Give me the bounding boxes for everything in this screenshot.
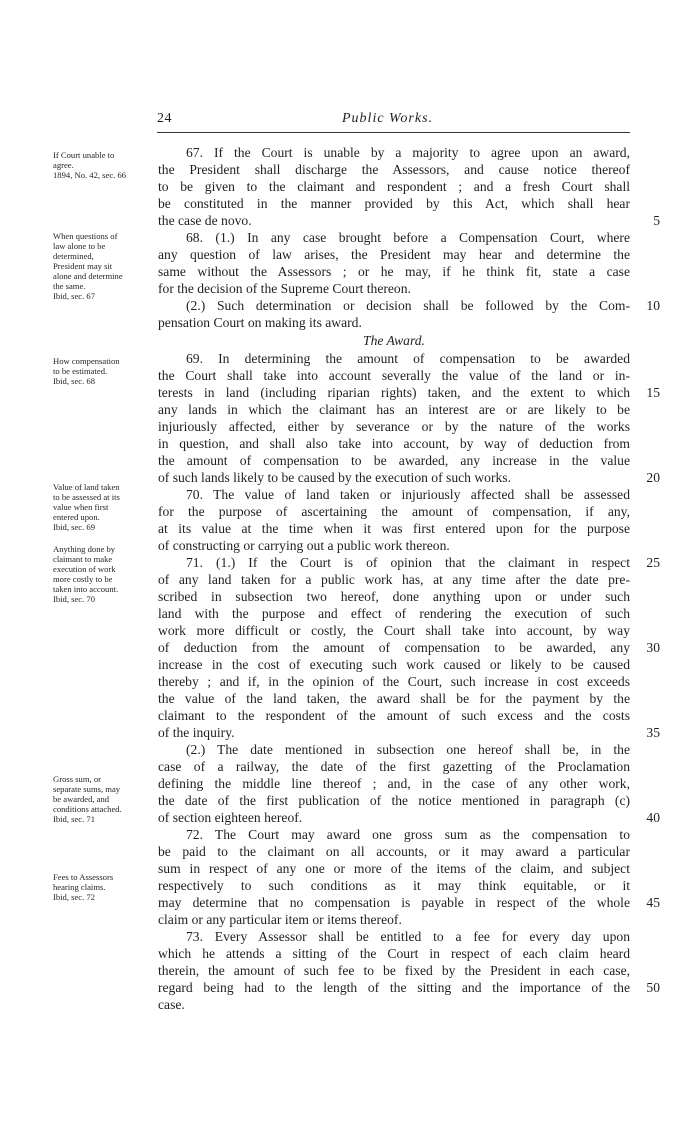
margin-note-line: How compensation: [53, 356, 120, 366]
body-line: the date of the first publication of the notice mentioned in paragraph (c): [158, 793, 630, 808]
margin-note-line: be awarded, and: [53, 794, 110, 804]
margin-note-line: to be estimated.: [53, 366, 108, 376]
body-line: of any land taken for a public work has, at any time after the date pre-: [158, 572, 630, 587]
line-number: 5: [653, 213, 660, 228]
body-line: terests in land (including riparian rights) taken, and the extent to which: [158, 385, 630, 400]
line-number: 15: [646, 385, 660, 400]
body-line: 69. In determining the amount of compensation to be awarded: [186, 351, 630, 366]
body-line: sum in respect of any one or more of the items of the claim, and subject: [158, 861, 630, 876]
body-line: regard being had to the length of the sitting and the importance of the: [158, 980, 630, 995]
body-line: of deduction from the amount of compensation to be awarded, any: [158, 640, 630, 655]
body-line: the case de novo.: [158, 213, 252, 228]
body-line: case of a railway, the date of the first gazetting of the Proclamation: [158, 759, 630, 774]
line-number: 35: [646, 725, 660, 740]
margin-note-line: Ibid, sec. 71: [53, 814, 96, 824]
body-line: of such lands likely to be caused by the execution of such works.: [158, 470, 511, 485]
body-line: respectively to such conditions as it may think equitable, or it: [158, 878, 630, 893]
margin-note-line: Anything done by: [53, 544, 116, 554]
margin-note-line: execution of work: [53, 564, 116, 574]
margin-note-line: the same.: [53, 281, 86, 291]
body-line: increase in the cost of executing such work caused or likely to be caused: [158, 657, 630, 672]
margin-note-line: President may sit: [53, 261, 113, 271]
body-line: for the purpose of ascertaining the amount of compensation, if any,: [158, 504, 630, 519]
body-line: therein, the amount of such fee to be fixed by the President in each case,: [158, 963, 630, 978]
body-line: thereby ; and if, in the opinion of the Court, such increase in cost exceeds: [158, 674, 630, 689]
margin-note-sec-73: [53, 872, 153, 902]
body-line: same without the Assessors ; or he may, if he think fit, state a case: [158, 264, 630, 279]
body-line: 67. If the Court is unable by a majority to agree upon an award,: [186, 145, 630, 160]
body-line: any lands in which the claimant has an interest are or are likely to be: [158, 402, 630, 417]
body-line: any question of law arises, the President may hear and determine the: [158, 247, 630, 262]
margin-note-line: Ibid, sec. 70: [53, 594, 96, 604]
body-line: work more difficult or costly, the Court shall take into account, by way: [158, 623, 630, 638]
body-line: 72. The Court may award one gross sum as the compensation to: [186, 827, 630, 842]
body-line: of the inquiry.: [158, 725, 235, 740]
page-number: 24: [157, 111, 172, 126]
margin-note-line: Fees to Assessors: [53, 872, 114, 882]
body-line: be paid to the claimant on all accounts, or it may award a particular: [158, 844, 630, 859]
margin-note-line: to be assessed at its: [53, 492, 120, 502]
running-title: Public Works.: [342, 111, 434, 126]
margin-note-sec-68: [53, 231, 153, 301]
body-line: (2.) Such determination or decision shall be followed by the Com-: [186, 298, 630, 313]
margin-note-line: claimant to make: [53, 554, 113, 564]
margin-note-sec-71: [53, 544, 153, 604]
body-line: (2.) The date mentioned in subsection one hereof shall be, in the: [186, 742, 630, 757]
line-number: 25: [646, 555, 660, 570]
margin-note-line: Ibid, sec. 72: [53, 892, 96, 902]
margin-note-line: Ibid, sec. 67: [53, 291, 96, 301]
section-heading: The Award.: [363, 333, 425, 348]
margin-note-line: law alone to be: [53, 241, 106, 251]
body-line: at its value at the time when it was first entered upon for the purpose: [158, 521, 630, 536]
margin-note-line: conditions attached.: [53, 804, 122, 814]
body-line: claimant to the respondent of the amount of such excess and the costs: [158, 708, 630, 723]
header-rule: [157, 132, 630, 133]
body-line: injuriously affected, either by severance or by the nature of the works: [158, 419, 630, 434]
line-number: 10: [646, 298, 660, 313]
margin-note-sec-67: [53, 150, 153, 180]
body-line: the Court shall take into account severally the value of the land or in-: [158, 368, 630, 383]
body-line: 73. Every Assessor shall be entitled to a fee for every day upon: [186, 929, 630, 944]
margin-note-line: hearing claims.: [53, 882, 106, 892]
body-line: the amount of compensation to be awarded, any increase in the value: [158, 453, 630, 468]
body-line: 70. The value of land taken or injuriously affected shall be assessed: [186, 487, 630, 502]
margin-note-line: Value of land taken: [53, 482, 120, 492]
margin-note-line: more costly to be: [53, 574, 113, 584]
margin-note-line: When questions of: [53, 231, 118, 241]
margin-note-line: entered upon.: [53, 512, 100, 522]
body-line: 68. (1.) In any case brought before a Compensation Court, where: [186, 230, 630, 245]
body-line: pensation Court on making its award.: [158, 315, 362, 330]
body-line: to be given to the claimant and respondent ; and a fresh Court shall: [158, 179, 630, 194]
body-line: the value of the land taken, the award shall be for the payment by the: [158, 691, 630, 706]
margin-note-sec-69: [53, 356, 153, 386]
body-line: claim or any particular item or items thereof.: [158, 912, 402, 927]
margin-note-line: agree.: [53, 160, 74, 170]
body-line: which he attends a sitting of the Court in respect of each claim heard: [158, 946, 630, 961]
margin-note-line: taken into account.: [53, 584, 119, 594]
line-number: 30: [646, 640, 660, 655]
line-number: 45: [646, 895, 660, 910]
margin-note-line: Ibid, sec. 69: [53, 522, 96, 532]
margin-note-sec-72: [53, 774, 153, 824]
margin-note-line: Ibid, sec. 68: [53, 376, 96, 386]
body-line: for the decision of the Supreme Court thereon.: [158, 281, 411, 296]
margin-note-line: 1894, No. 42, sec. 66: [53, 170, 127, 180]
line-number: 40: [646, 810, 660, 825]
margin-note-line: alone and determine: [53, 271, 123, 281]
body-line: of constructing or carrying out a public work thereon.: [158, 538, 450, 553]
body-line: may determine that no compensation is payable in respect of the whole: [158, 895, 630, 910]
margin-note-line: If Court unable to: [53, 150, 115, 160]
body-line: case.: [158, 997, 185, 1012]
margin-note-line: Gross sum, or: [53, 774, 101, 784]
margin-note-line: separate sums, may: [53, 784, 121, 794]
line-number: 20: [646, 470, 660, 485]
body-line: defining the middle line thereof ; and, in the case of any other work,: [158, 776, 630, 791]
line-number: 50: [646, 980, 660, 995]
margin-note-line: determined,: [53, 251, 94, 261]
margin-note-sec-70: [53, 482, 153, 532]
body-line: land with the purpose and effect of rendering the execution of such: [158, 606, 630, 621]
body-line: the President shall discharge the Assessors, and cause notice thereof: [158, 162, 630, 177]
body-line: be constituted in the manner provided by this Act, which shall hear: [158, 196, 630, 211]
body-line: in question, and shall also take into account, by way of deduction from: [158, 436, 630, 451]
body-line: scribed in subsection two hereof, done anything upon or under such: [158, 589, 630, 604]
body-line: of section eighteen hereof.: [158, 810, 303, 825]
margin-note-line: value when first: [53, 502, 109, 512]
body-line: 71. (1.) If the Court is of opinion that the claimant in respect: [186, 555, 630, 570]
